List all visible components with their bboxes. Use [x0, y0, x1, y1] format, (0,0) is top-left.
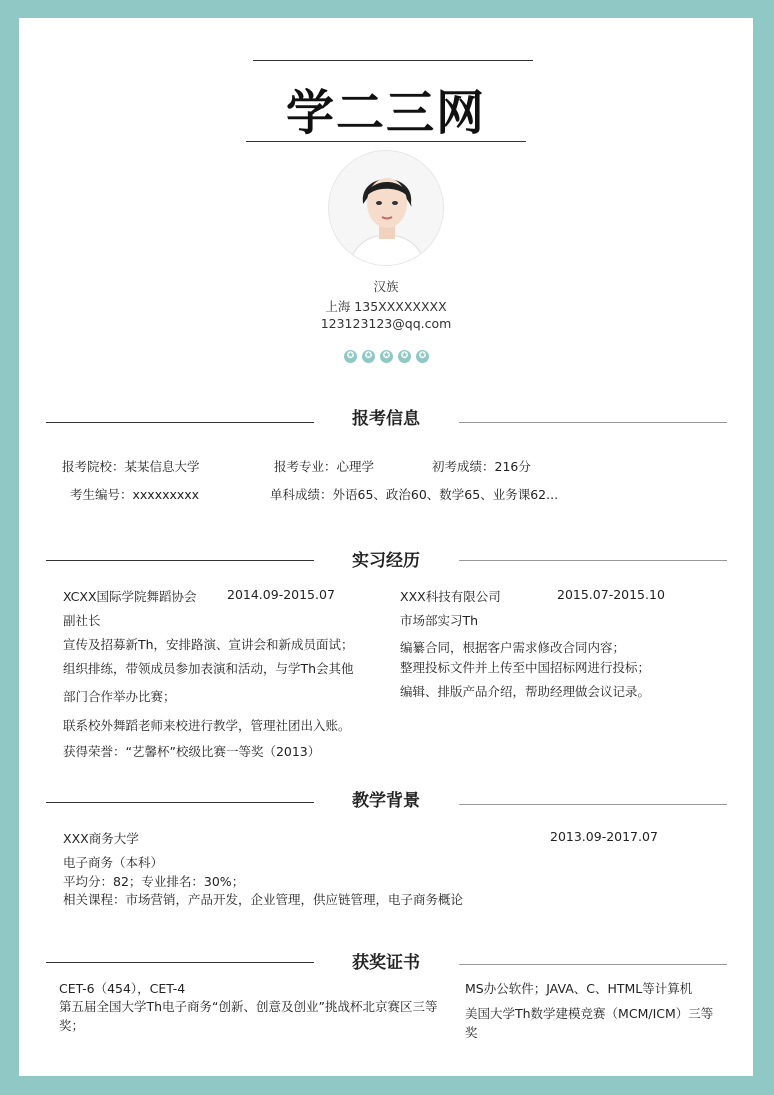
internship-right-org: XXX科技有限公司	[400, 589, 501, 604]
location-phone: 上海 135XXXXXXXX	[325, 299, 447, 314]
education-degree: 电子商务（本科）	[63, 855, 164, 870]
section-title-education: 教学背景	[352, 791, 420, 811]
exam-id: 考生编号：xxxxxxxxx	[70, 487, 200, 502]
exam-subjects: 单科成绩：外语65、政治60、数学65、业务课62...	[270, 487, 559, 502]
award-left-item: CET-6（454），CET-4	[59, 981, 186, 996]
section-rule-right	[459, 560, 727, 561]
star-icon: ✪	[380, 350, 393, 363]
exam-score: 初考成绩：216分	[432, 459, 531, 474]
internship-left-role: 副社长	[63, 613, 101, 628]
star-icon: ✪	[398, 350, 411, 363]
exam-school: 报考院校：某某信息大学	[62, 459, 200, 474]
section-title-internship: 实习经历	[352, 551, 420, 571]
section-rule-right	[459, 422, 727, 423]
email: 123123123@qq.com	[320, 316, 452, 331]
education-gpa: 平均分：82；专业排名：30%；	[63, 874, 245, 889]
award-left-item: 第五届全国大学Th电子商务“创新、创意及创业”挑战杯北京赛区三等奖；	[59, 999, 438, 1033]
internship-left-item: 宣传及招募新Th，安排路演、宣讲会和新成员面试；	[63, 637, 354, 652]
award-right-item: MS办公软件；JAVA、C、HTML等计算机	[465, 981, 693, 996]
award-right-item: 美国大学Th数学建模竞赛（MCM/ICM）三等奖	[465, 1006, 714, 1040]
internship-left-item: 部门合作举办比赛；	[63, 689, 176, 704]
education-school: XXX商务大学	[63, 831, 139, 846]
star-icon: ✪	[344, 350, 357, 363]
internship-left-item: 组织排练，带领成员参加表演和活动，与学Th会其他	[63, 661, 354, 676]
internship-right-item: 编辑、排版产品介绍，帮助经理做会议记录。	[400, 684, 651, 699]
internship-left-org: XCXX国际学院舞蹈协会	[63, 589, 197, 604]
exam-major: 报考专业：心理学	[274, 459, 375, 474]
education-date: 2013.09-2017.07	[550, 829, 658, 844]
title-bottom-rule	[246, 141, 526, 142]
internship-left-item: 获得荣誉：“艺馨杯”校级比赛一等奖（2013）	[63, 744, 321, 759]
section-rule-right	[459, 964, 727, 965]
ethnicity: 汉族	[373, 279, 399, 294]
section-title-exam: 报考信息	[352, 409, 420, 429]
section-title-awards: 获奖证书	[352, 953, 420, 973]
star-rating	[344, 350, 429, 363]
internship-right-date: 2015.07-2015.10	[557, 587, 665, 602]
portrait-image	[329, 151, 444, 266]
education-courses: 相关课程：市场营销，产品开发，企业管理，供应链管理，电子商务概论	[63, 892, 464, 907]
star-icon: ✪	[416, 350, 429, 363]
internship-right-item: 编纂合同，根据客户需求修改合同内容；	[400, 640, 626, 655]
avatar	[328, 150, 444, 266]
page-title: 学二三网	[285, 85, 486, 141]
internship-right-item: 整理投标文件并上传至中国招标网进行投标；	[400, 660, 651, 675]
star-icon: ✪	[362, 350, 375, 363]
title-top-rule	[253, 60, 533, 61]
resume-page	[19, 18, 753, 1076]
internship-left-date: 2014.09-2015.07	[227, 587, 335, 602]
internship-left-item: 联系校外舞蹈老师来校进行教学，管理社团出入账。	[63, 718, 351, 733]
internship-right-role: 市场部实习Th	[400, 613, 479, 628]
section-rule-right	[459, 804, 727, 805]
